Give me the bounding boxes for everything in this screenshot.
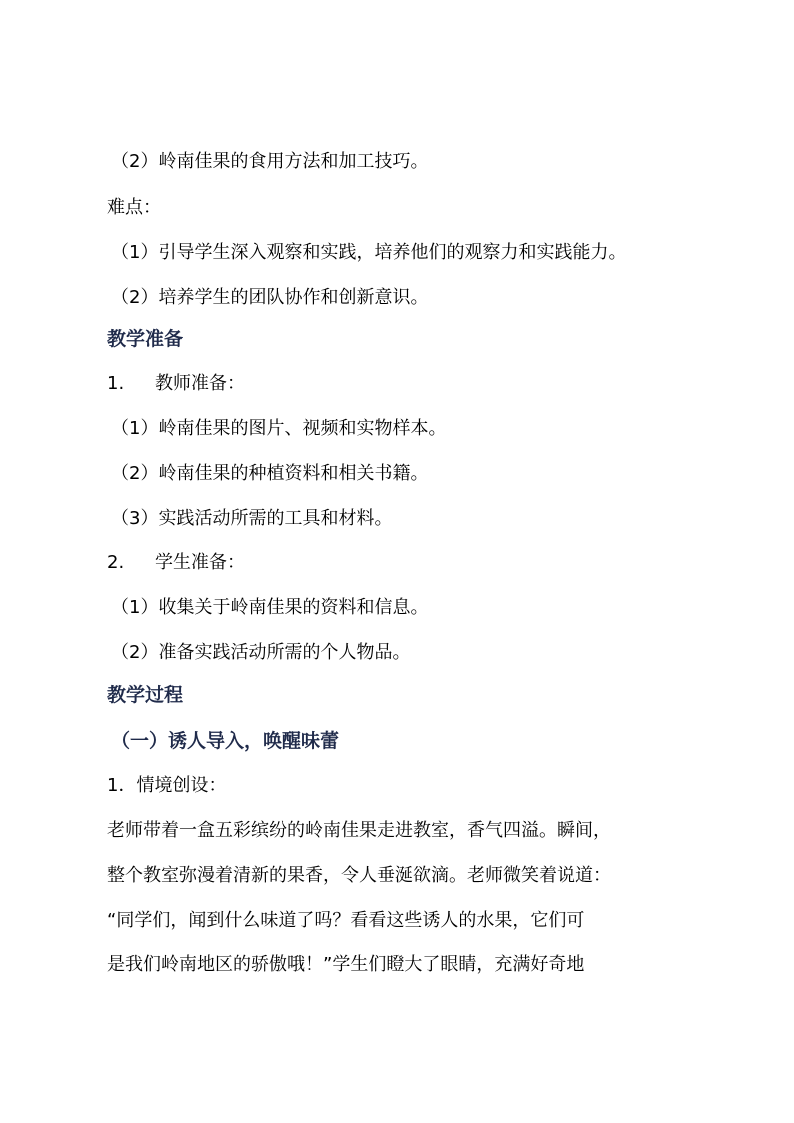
list-number: 1. <box>107 373 125 394</box>
list-number: 2. <box>107 552 125 573</box>
teacher-prep-item-3: （3）实践活动所需的工具和材料。 <box>111 508 393 529</box>
paragraph-line-2: 整个教室弥漫着清新的果香，令人垂涎欲滴。老师微笑着说道： <box>107 865 611 886</box>
difficulty-item-2: （2）岭南佳果的食用方法和加工技巧。 <box>111 151 429 172</box>
student-prep-item-2: （2）准备实践活动所需的个人物品。 <box>111 642 411 663</box>
section-heading-preparation: 教学准备 <box>107 328 184 350</box>
teacher-prep-item-1: （1）岭南佳果的图片、视频和实物样本。 <box>111 418 447 439</box>
step-label-scenario: 1．情境创设： <box>107 775 227 796</box>
list-text: 学生准备： <box>155 552 245 573</box>
student-prep-item-1: （1）收集关于岭南佳果的资料和信息。 <box>111 597 429 618</box>
difficulty-point-1: （1）引导学生深入观察和实践，培养他们的观察力和实践能力。 <box>111 242 627 263</box>
section-heading-process: 教学过程 <box>107 684 184 706</box>
paragraph-line-4: 是我们岭南地区的骄傲哦！”学生们瞪大了眼睛，充满好奇地 <box>107 954 585 975</box>
paragraph-line-1: 老师带着一盒五彩缤纷的岭南佳果走进教室，香气四溢。瞬间， <box>107 820 611 841</box>
list-text: 教师准备： <box>155 373 245 394</box>
difficulty-point-2: （2）培养学生的团队协作和创新意识。 <box>111 287 429 308</box>
teacher-prep-item-2: （2）岭南佳果的种植资料和相关书籍。 <box>111 463 429 484</box>
paragraph-line-3: “同学们，闻到什么味道了吗？看看这些诱人的水果，它们可 <box>107 910 585 931</box>
subsection-heading-intro: （一）诱人导入，唤醒味蕾 <box>111 730 340 752</box>
difficulty-label: 难点： <box>107 197 161 218</box>
